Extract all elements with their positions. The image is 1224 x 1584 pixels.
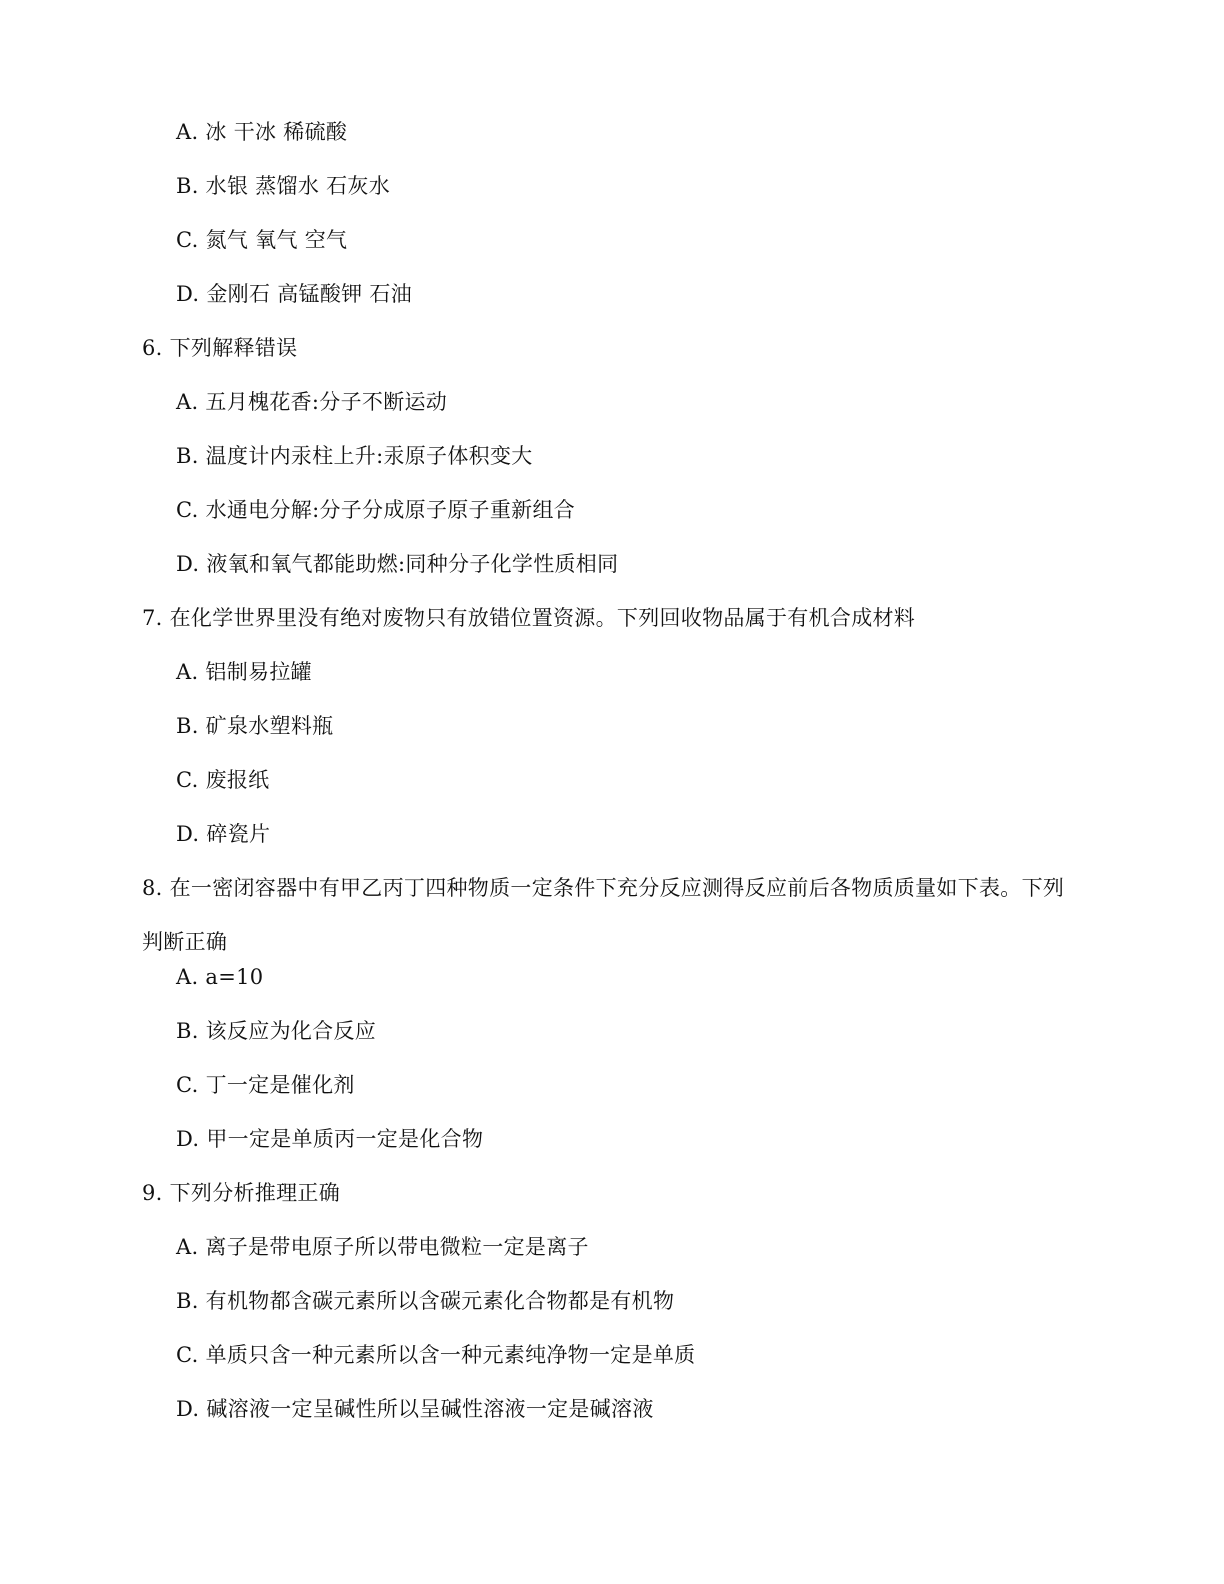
q7-option-b: B. 矿泉水塑料瓶 <box>176 714 334 738</box>
q5-option-c: C. 氮气 氧气 空气 <box>176 228 348 252</box>
q5-option-b: B. 水银 蒸馏水 石灰水 <box>176 174 391 198</box>
q8-stem: 8. 在一密闭容器中有甲乙丙丁四种物质一定条件下充分反应测得反应前后各物质质量如下表。下列判断正确 <box>142 876 1065 954</box>
q6-option-d: D. 液氧和氧气都能助燃:同种分子化学性质相同 <box>176 552 619 576</box>
q7-option-c: C. 废报纸 <box>176 768 270 792</box>
q6-option-c: C. 水通电分解:分子分成原子原子重新组合 <box>176 498 576 522</box>
q7-option-a: A. 铝制易拉罐 <box>176 660 312 684</box>
q9-option-b: B. 有机物都含碳元素所以含碳元素化合物都是有机物 <box>176 1289 675 1313</box>
q8-option-c: C. 丁一定是催化剂 <box>176 1073 355 1097</box>
q8-option-d: D. 甲一定是单质丙一定是化合物 <box>176 1127 484 1151</box>
q5-option-d: D. 金刚石 高锰酸钾 石油 <box>176 282 412 306</box>
q6-stem: 6. 下列解释错误 <box>142 336 298 360</box>
q8-option-b: B. 该反应为化合反应 <box>176 1019 377 1043</box>
q7-option-d: D. 碎瓷片 <box>176 822 271 846</box>
q6-option-a: A. 五月槐花香:分子不断运动 <box>176 390 448 414</box>
q7-stem: 7. 在化学世界里没有绝对废物只有放错位置资源。下列回收物品属于有机合成材料 <box>142 606 916 630</box>
q9-option-a: A. 离子是带电原子所以带电微粒一定是离子 <box>176 1235 589 1259</box>
q9-option-d: D. 碱溶液一定呈碱性所以呈碱性溶液一定是碱溶液 <box>176 1397 654 1421</box>
q9-option-c: C. 单质只含一种元素所以含一种元素纯净物一定是单质 <box>176 1343 696 1367</box>
q6-option-b: B. 温度计内汞柱上升:汞原子体积变大 <box>176 444 533 468</box>
q9-stem: 9. 下列分析推理正确 <box>142 1181 341 1205</box>
q8-option-a: A. a=10 <box>176 965 264 989</box>
q5-option-a: A. 冰 干冰 稀硫酸 <box>176 120 348 144</box>
